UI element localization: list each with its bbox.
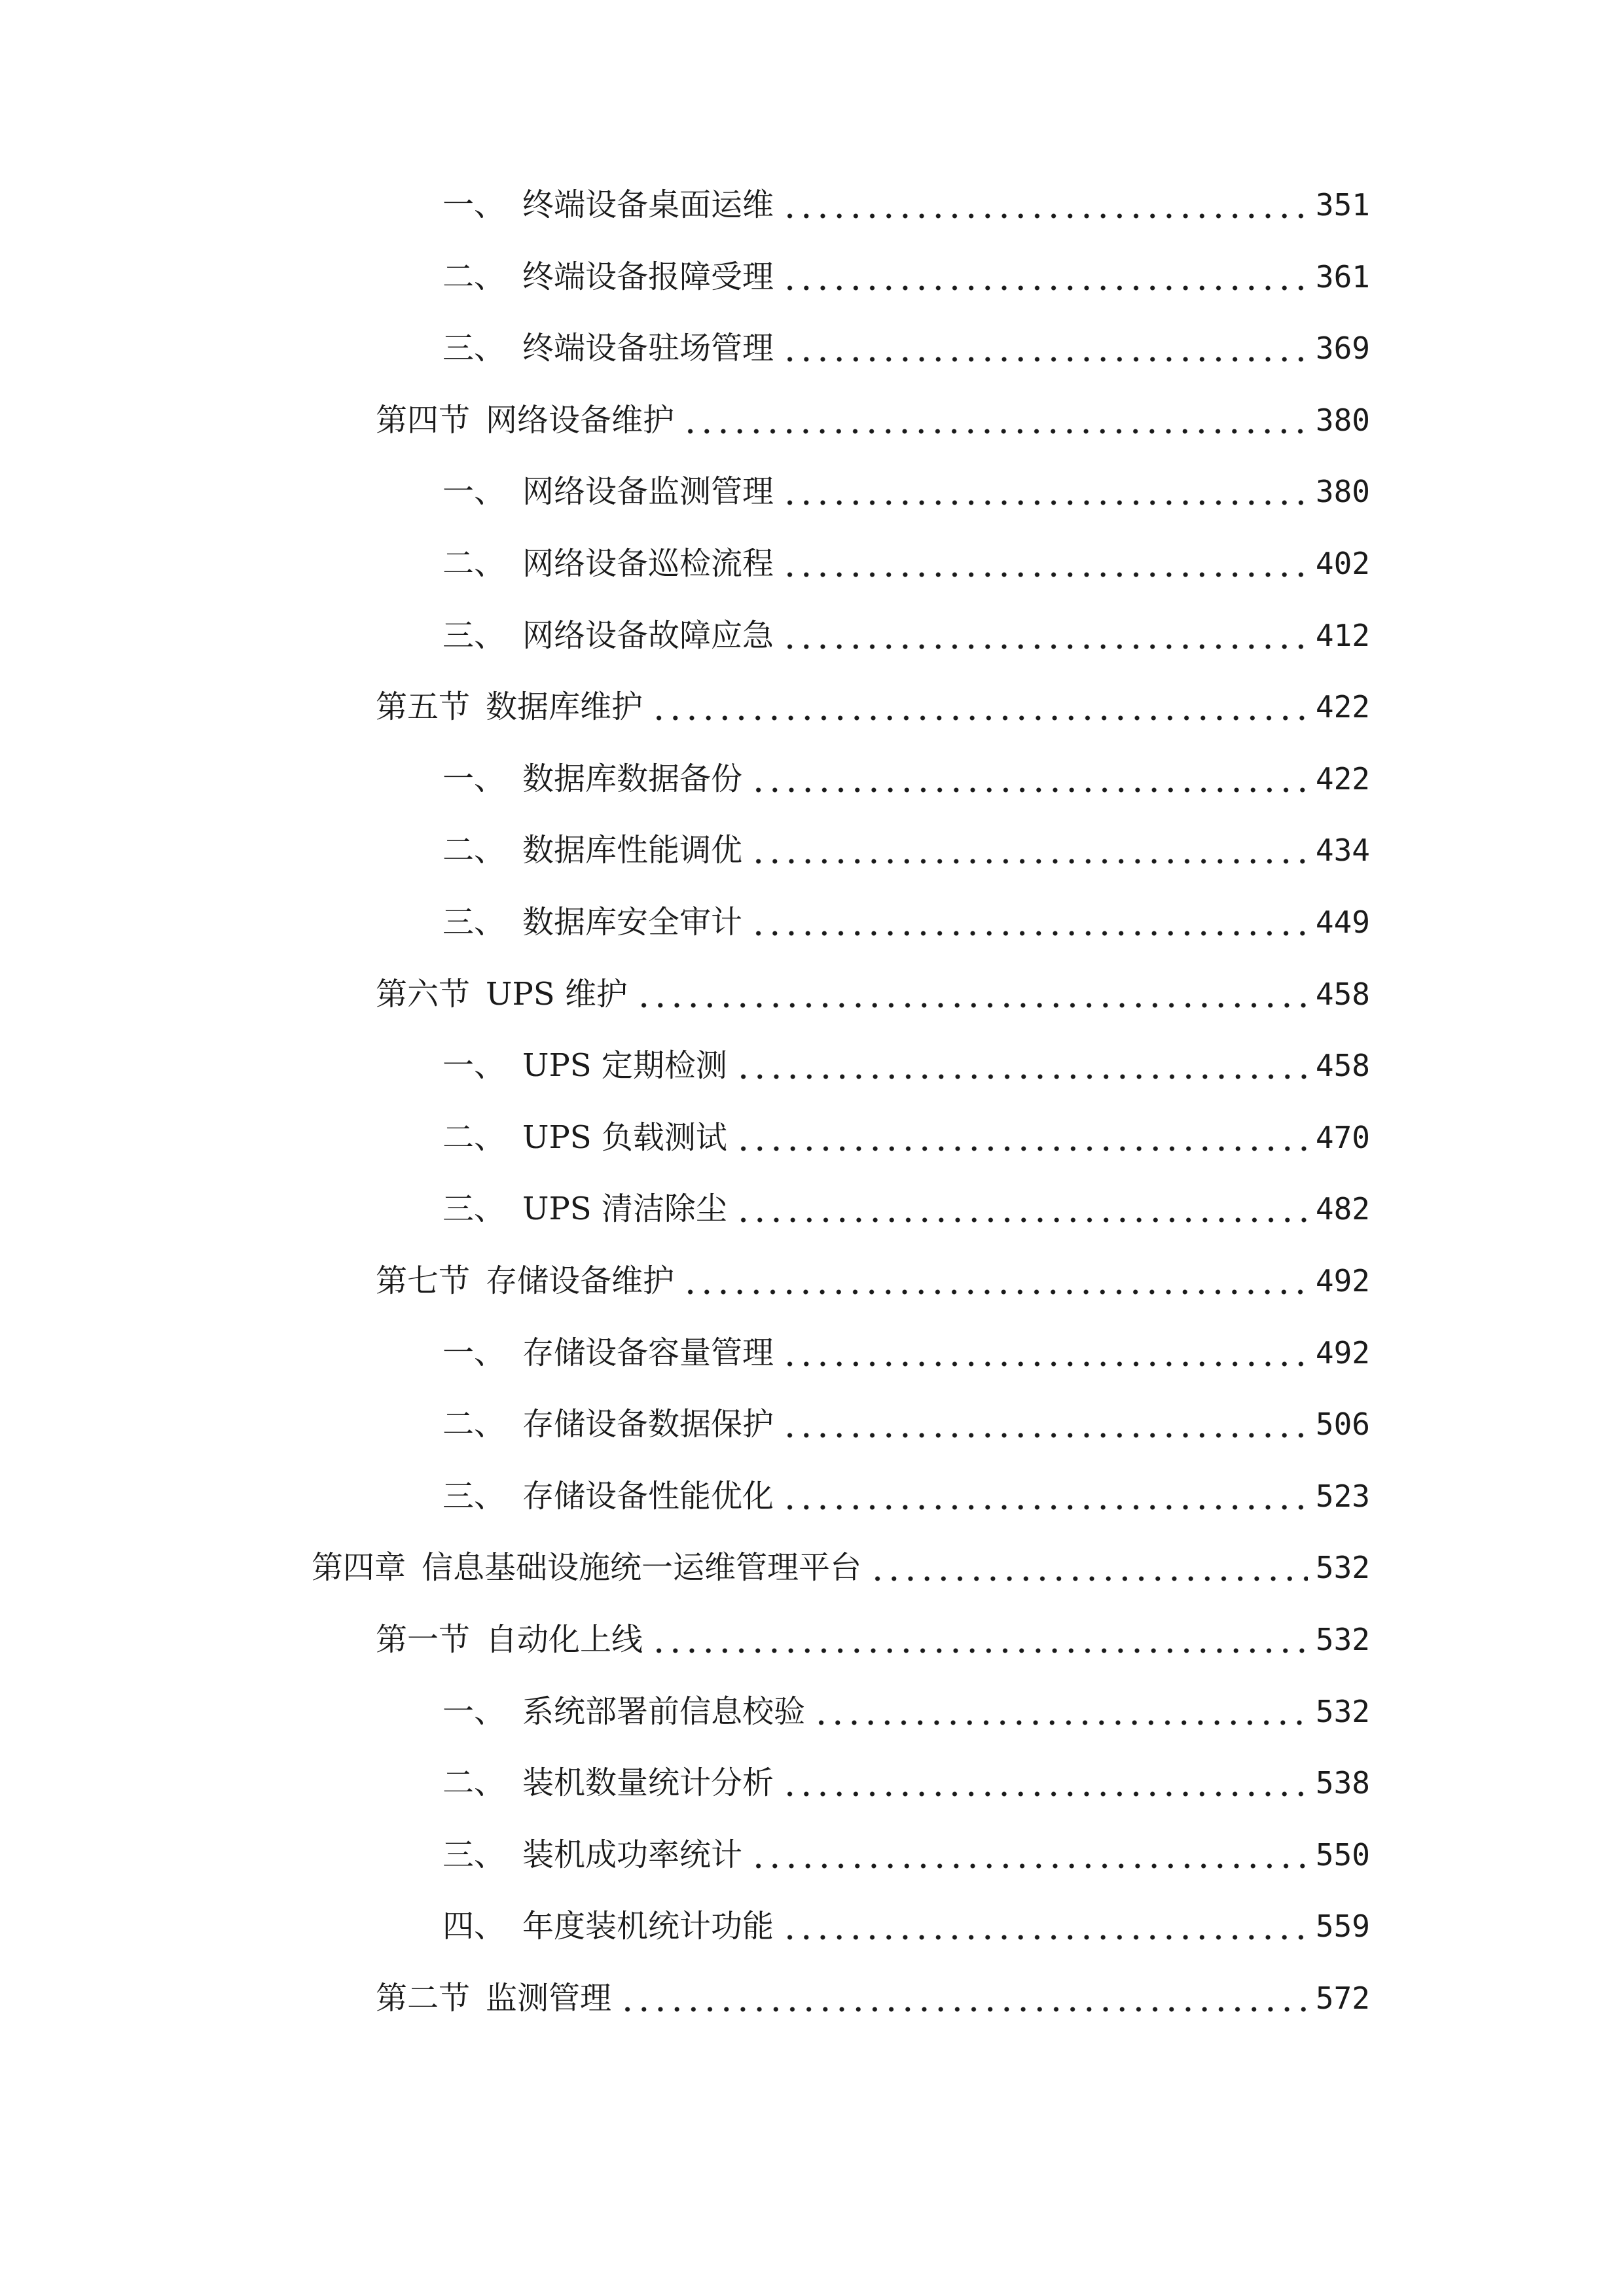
toc-entry-title: 自动化上线 (486, 1621, 643, 1658)
toc-entry-title: 终端设备报障受理 (522, 258, 774, 295)
toc-entry-item[interactable] (442, 613, 1370, 658)
toc-entry-item[interactable] (442, 1401, 1370, 1447)
toc-entry-section[interactable] (376, 1975, 1370, 2021)
dot-leader (813, 1689, 1308, 1734)
toc-entry-title: 装机数量统计分析 (522, 1765, 774, 1802)
toc-entry-page-number: 506 (1315, 1407, 1370, 1443)
dot-leader (782, 182, 1308, 228)
toc-entry-section[interactable] (376, 971, 1370, 1017)
dot-leader (682, 397, 1308, 443)
toc-entry-title: 年度装机统计功能 (522, 1908, 774, 1945)
toc-entry-item[interactable] (442, 1473, 1370, 1519)
dot-leader (750, 1832, 1308, 1878)
toc-entry-title: 系统部署前信息校验 (522, 1693, 806, 1730)
toc-entry-number: 二、 (442, 258, 506, 295)
toc-entry-title: UPS 定期检测 (522, 1047, 727, 1085)
toc-entry-title: 网络设备监测管理 (522, 473, 774, 511)
dot-leader (750, 899, 1308, 945)
dot-leader (782, 1760, 1308, 1806)
toc-entry-page-number: 458 (1315, 976, 1370, 1012)
dot-leader (782, 613, 1308, 658)
dot-leader (750, 827, 1308, 873)
toc-entry-chapter[interactable] (312, 1545, 1370, 1590)
dot-leader (782, 1401, 1308, 1447)
dot-leader (782, 1330, 1308, 1376)
dot-leader (651, 684, 1308, 730)
toc-entry-page-number: 482 (1315, 1191, 1370, 1227)
toc-entry-title: 数据库性能调优 (522, 832, 743, 869)
toc-entry-item[interactable] (442, 1186, 1370, 1232)
toc-entry-page-number: 550 (1315, 1837, 1370, 1873)
toc-entry-number: 三、 (442, 1191, 506, 1228)
toc-entry-page-number: 361 (1315, 259, 1370, 295)
toc-entry-item[interactable] (442, 899, 1370, 945)
toc-entry-number: 四、 (442, 1908, 506, 1945)
toc-entry-number: 第七节 (376, 1263, 471, 1299)
toc-entry-item[interactable] (442, 1832, 1370, 1878)
toc-entry-page-number: 380 (1315, 474, 1370, 510)
toc-entry-number: 一、 (442, 1047, 506, 1085)
toc-entry-number: 第四章 (312, 1549, 406, 1587)
toc-entry-page-number: 470 (1315, 1119, 1370, 1155)
toc-entry-page-number: 402 (1315, 546, 1370, 581)
dot-leader (782, 325, 1308, 371)
dot-leader (750, 756, 1308, 802)
dot-leader (782, 254, 1308, 300)
toc-entry-title: 数据库数据备份 (522, 760, 743, 797)
toc-entry-number: 第五节 (376, 689, 471, 726)
toc-entry-item[interactable] (442, 1760, 1370, 1806)
toc-entry-number: 二、 (442, 1406, 506, 1443)
toc-entry-title: 数据库维护 (486, 689, 643, 726)
dot-leader (636, 971, 1308, 1017)
toc-entry-page-number: 492 (1315, 1263, 1370, 1299)
toc-entry-page-number: 572 (1315, 1981, 1370, 2016)
dot-leader (782, 1903, 1308, 1949)
dot-leader (651, 1617, 1308, 1662)
toc-entry-title: 装机成功率统计 (522, 1836, 743, 1873)
toc-entry-number: 一、 (442, 187, 506, 223)
toc-entry-page-number: 422 (1315, 761, 1370, 797)
toc-entry-page-number: 523 (1315, 1478, 1370, 1514)
toc-entry-number: 二、 (442, 832, 506, 869)
toc-entry-item[interactable] (442, 1043, 1370, 1088)
dot-leader (782, 469, 1308, 514)
toc-entry-item[interactable] (442, 182, 1370, 228)
toc-entry-item[interactable] (442, 254, 1370, 300)
dot-leader (782, 1473, 1308, 1519)
toc-entry-item[interactable] (442, 827, 1370, 873)
toc-entry-item[interactable] (442, 541, 1370, 586)
toc-entry-page-number: 532 (1315, 1693, 1370, 1729)
toc-entry-number: 三、 (442, 904, 506, 941)
toc-entry-number: 二、 (442, 1119, 506, 1156)
dot-leader (619, 1975, 1308, 2021)
toc-entry-title: 信息基础设施统一运维管理平台 (422, 1549, 862, 1587)
toc-entry-title: 终端设备桌面运维 (522, 187, 774, 223)
toc-entry-page-number: 434 (1315, 833, 1370, 869)
toc-entry-page-number: 532 (1315, 1550, 1370, 1586)
toc-entry-number: 二、 (442, 545, 506, 582)
toc-entry-page-number: 449 (1315, 905, 1370, 940)
toc-entry-page-number: 492 (1315, 1335, 1370, 1371)
toc-entry-title: 存储设备容量管理 (522, 1334, 774, 1371)
dot-leader (735, 1186, 1308, 1232)
toc-entry-number: 三、 (442, 1836, 506, 1873)
toc-entry-item[interactable] (442, 1330, 1370, 1376)
toc-entry-number: 三、 (442, 1477, 506, 1515)
toc-entry-title: 存储设备数据保护 (522, 1406, 774, 1443)
dot-leader (735, 1115, 1308, 1160)
toc-entry-item[interactable] (442, 1903, 1370, 1949)
toc-entry-title: 网络设备巡检流程 (522, 545, 774, 582)
toc-entry-number: 第二节 (376, 1980, 471, 2017)
toc-entry-number: 二、 (442, 1765, 506, 1802)
toc-entry-item[interactable] (442, 1115, 1370, 1160)
toc-entry-number: 第四节 (376, 401, 471, 439)
toc-entry-title: 网络设备故障应急 (522, 617, 774, 654)
dot-leader (682, 1258, 1308, 1304)
toc-entry-title: UPS 清洁除尘 (522, 1191, 727, 1228)
toc-entry-title: 网络设备维护 (486, 401, 675, 439)
toc-entry-title: UPS 维护 (486, 975, 628, 1013)
toc-entry-page-number: 458 (1315, 1048, 1370, 1084)
dot-leader (782, 541, 1308, 586)
toc-entry-page-number: 369 (1315, 331, 1370, 367)
toc-entry-title: UPS 负载测试 (522, 1119, 727, 1156)
toc-entry-number: 第六节 (376, 975, 471, 1013)
toc-entry-title: 监测管理 (486, 1980, 612, 2017)
toc-entry-number: 三、 (442, 330, 506, 367)
toc-entry-number: 一、 (442, 1693, 506, 1730)
toc-entry-number: 第一节 (376, 1621, 471, 1658)
toc-entry-item[interactable] (442, 756, 1370, 802)
toc-entry-page-number: 412 (1315, 617, 1370, 653)
toc-entry-page-number: 559 (1315, 1909, 1370, 1945)
toc-entry-title: 数据库安全审计 (522, 904, 743, 941)
toc-entry-page-number: 422 (1315, 689, 1370, 725)
toc-entry-title: 终端设备驻场管理 (522, 330, 774, 367)
toc-entry-page-number: 351 (1315, 187, 1370, 223)
toc-entry-page-number: 538 (1315, 1765, 1370, 1801)
toc-entry-section[interactable] (376, 1258, 1370, 1304)
toc-entry-number: 三、 (442, 617, 506, 654)
toc-entry-section[interactable] (376, 684, 1370, 730)
toc-entry-page-number: 532 (1315, 1622, 1370, 1657)
toc-entry-number: 一、 (442, 473, 506, 511)
toc-entry-item[interactable] (442, 1689, 1370, 1734)
toc-entry-title: 存储设备维护 (486, 1263, 675, 1299)
dot-leader (869, 1545, 1308, 1590)
toc-entry-item[interactable] (442, 469, 1370, 514)
toc-entry-item[interactable] (442, 325, 1370, 371)
toc-entry-page-number: 380 (1315, 402, 1370, 438)
toc-entry-number: 一、 (442, 1334, 506, 1371)
toc-entry-title: 存储设备性能优化 (522, 1477, 774, 1515)
toc-entry-number: 一、 (442, 760, 506, 797)
dot-leader (735, 1043, 1308, 1088)
toc-entry-section[interactable] (376, 1617, 1370, 1662)
toc-entry-section[interactable] (376, 397, 1370, 443)
